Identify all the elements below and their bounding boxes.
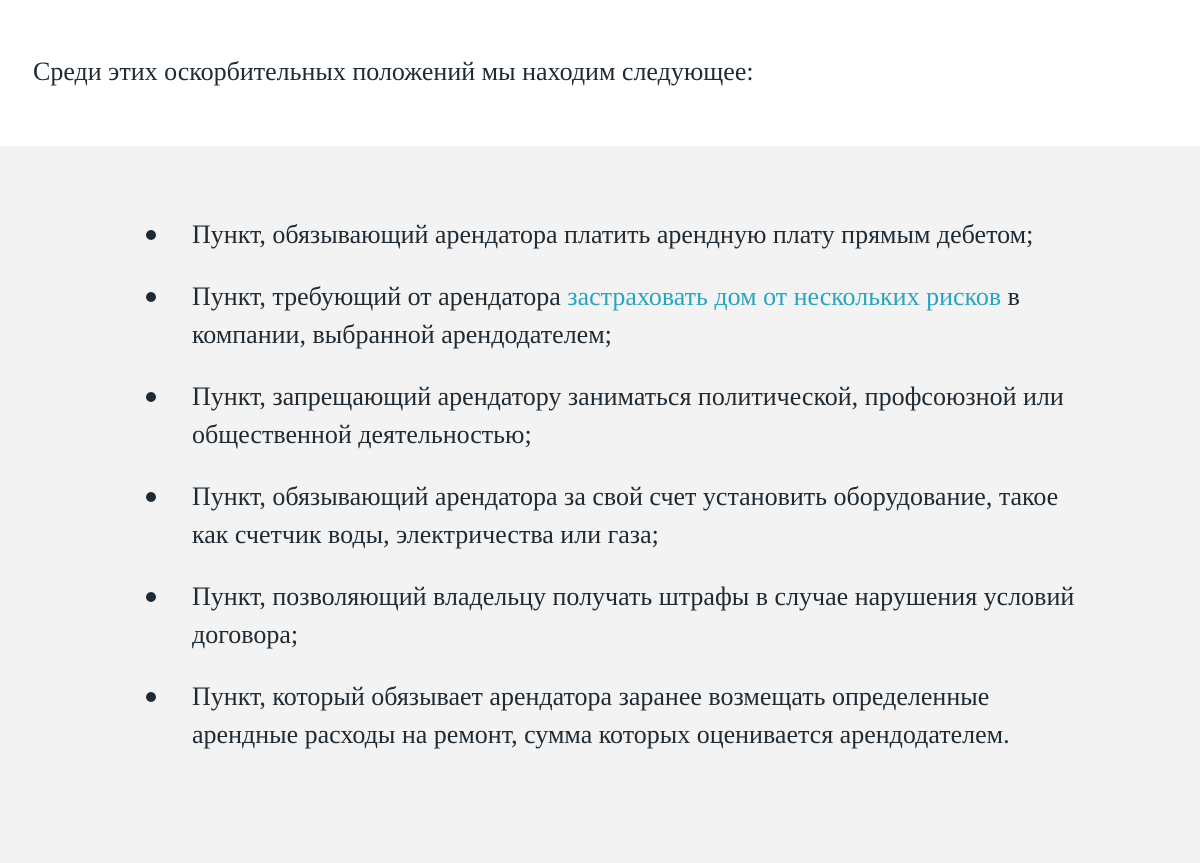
intro-block [0,0,1200,146]
list-item-text-after: в компании, выбранной арендодателем; [192,282,1020,349]
list-item-text: Пункт, обязывающий арендатора за свой счет установить оборудование, такое как счетчик воды, электричества или газа; [192,482,1059,549]
bullet-icon [146,392,156,402]
list-item [192,578,1092,654]
list-item-text: Пункт, позволяющий владельцу получать штрафы в случае нарушения условий договора; [192,582,1075,649]
intro-paragraph: Среди этих оскорбительных положений мы находим следующее: [33,57,754,86]
list-item [192,378,1092,454]
bullet-icon [146,692,156,702]
list-item-text-before: Пункт, требующий от арендатора [192,282,568,311]
bullet-icon [146,492,156,502]
bullet-icon [146,592,156,602]
list-item [192,478,1092,554]
bullet-icon [146,230,156,240]
bullet-icon [146,292,156,302]
list-item [192,278,1092,354]
clauses-section [0,146,1200,863]
insurance-risks-link[interactable]: застраховать дом от нескольких рисков [567,282,1002,311]
list-item-text: Пункт, который обязывает арендатора заранее возмещать определенные арендные расходы на ремонт, сумма которых оценивается арендодателем. [192,682,1010,749]
list-item-text: Пункт, запрещающий арендатору заниматься политической, профсоюзной или общественной деятельностью; [192,382,1064,449]
list-item [192,678,1092,754]
list-item [192,216,1092,254]
list-item-text: Пункт, обязывающий арендатора платить арендную плату прямым дебетом; [192,220,1034,249]
clauses-list [192,216,1092,778]
